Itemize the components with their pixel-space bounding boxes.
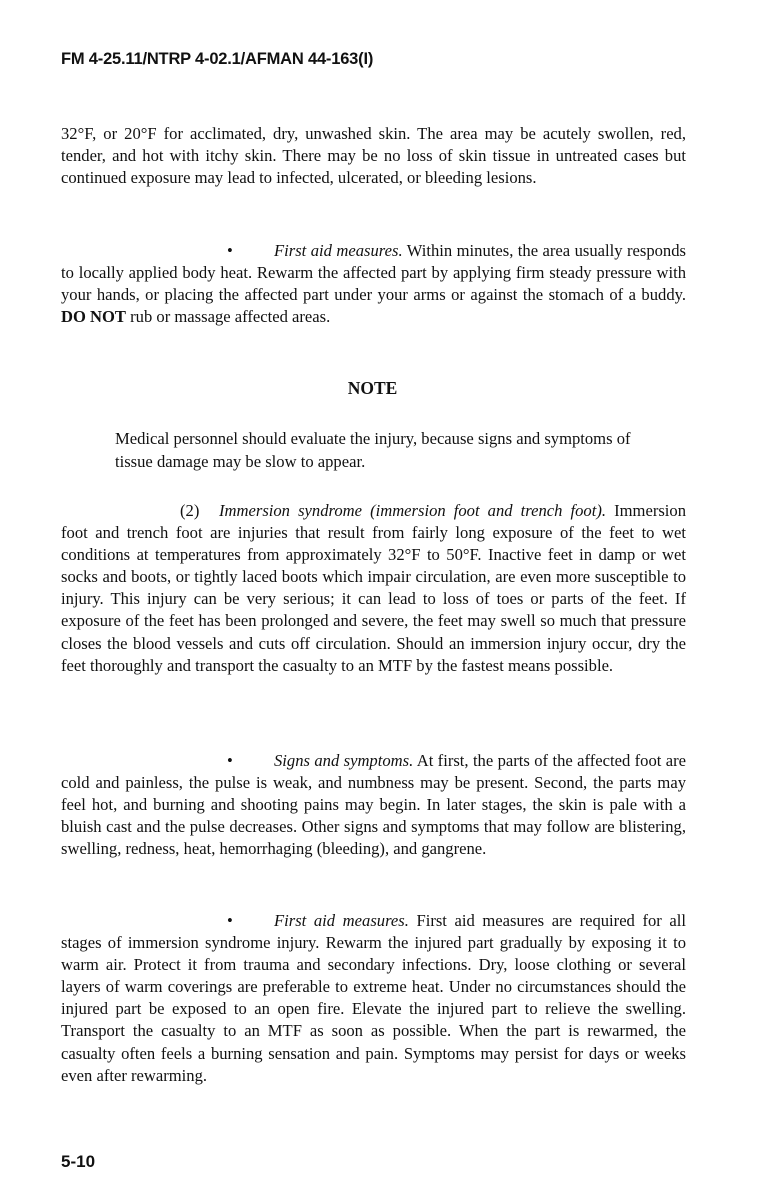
bullet-marker: • — [227, 751, 233, 770]
page-header: FM 4-25.11/NTRP 4-02.1/AFMAN 44-163(I) — [61, 50, 374, 68]
paragraph-frostnip-continued: 32°F, or 20°F for acclimated, dry, unwashed skin. The area may be acutely swollen, red, tender, and hot with itchy skin. There may be no loss of skin tissue in untreated cases but continued exposure may lead to infected, ulcerated, or bleeding lesions. — [61, 124, 686, 188]
bullet-marker: • — [227, 911, 233, 930]
note-text: Medical personnel should evaluate the injury, because signs and symptoms of tissue damage may be slow to appear. — [115, 429, 631, 471]
paragraph-text: rub or massage affected areas. — [126, 307, 331, 327]
paragraph-text: At first, the parts of the affected foot are cold and painless, the pulse is weak, and numbness may be present. Second, the parts may feel hot, and burning and shooting pains may begin. In later stages, the skin is pale with a bluish cast and the pulse decreases. Other signs and symptoms that may follow are blistering, swelling, redness, heat, hemorrhaging (bleeding), and gangrene. — [61, 751, 687, 859]
paragraph-text: Immersion foot and trench foot are injuries that result from fairly long exposure of the feet to wet conditions at temperatures from approximately 32°F to 50°F. Inactive feet in damp or wet socks and boots, or tightly laced boots which impair circulation, are even more susceptible to injury. This injury can be very serious; it can lead to loss of toes or parts of the feet. If exposure of the feet has been prolonged and severe, the feet may swell so much that pressure closes the blood vessels and cuts off circulation. Should an immersion injury occur, dry the feet thoroughly and transport the casualty to an MTF by the fastest means possible. — [61, 501, 687, 675]
paragraph-text: Within minutes, the area usually responds to locally applied body heat. Rewarm the affected part by applying firm steady pressure with your hands, or placing the affected part under your arms or against the stomach of a buddy. — [61, 241, 686, 305]
emphasis-text: DO NOT — [61, 307, 126, 327]
note-heading: NOTE — [347, 378, 398, 398]
paragraph-signs-symptoms — [61, 750, 686, 860]
paragraph-immersion-syndrome — [61, 500, 686, 677]
paragraph-title: First aid measures. — [274, 911, 409, 930]
bullet-marker: • — [227, 241, 233, 260]
paragraph-title: Signs and symptoms. — [274, 751, 414, 770]
paragraph-number: (2) — [180, 501, 200, 520]
page-number: 5-10 — [61, 1152, 96, 1171]
paragraph-title: Immersion syndrome (immersion foot and trench foot). — [219, 501, 607, 520]
paragraph-first-aid-immersion — [61, 910, 686, 1087]
paragraph-title: First aid measures. — [274, 241, 403, 260]
paragraph-text: First aid measures are required for all stages of immersion syndrome injury. Rewarm the injured part gradually by exposing it to warm air. Protect it from trauma and secondary infections. Dry, loose clothing or several layers of warm coverings are preferable to extreme heat. Under no circumstances should the injured part be exposed to an open fire. Elevate the injured part to relieve the swelling. Transport the casualty to an MTF as soon as possible. When the part is rewarmed, the casualty often feels a burning sensation and pain. Symptoms may persist for days or weeks even after rewarming. — [61, 911, 686, 1085]
paragraph-first-aid-frostnip — [61, 240, 686, 328]
